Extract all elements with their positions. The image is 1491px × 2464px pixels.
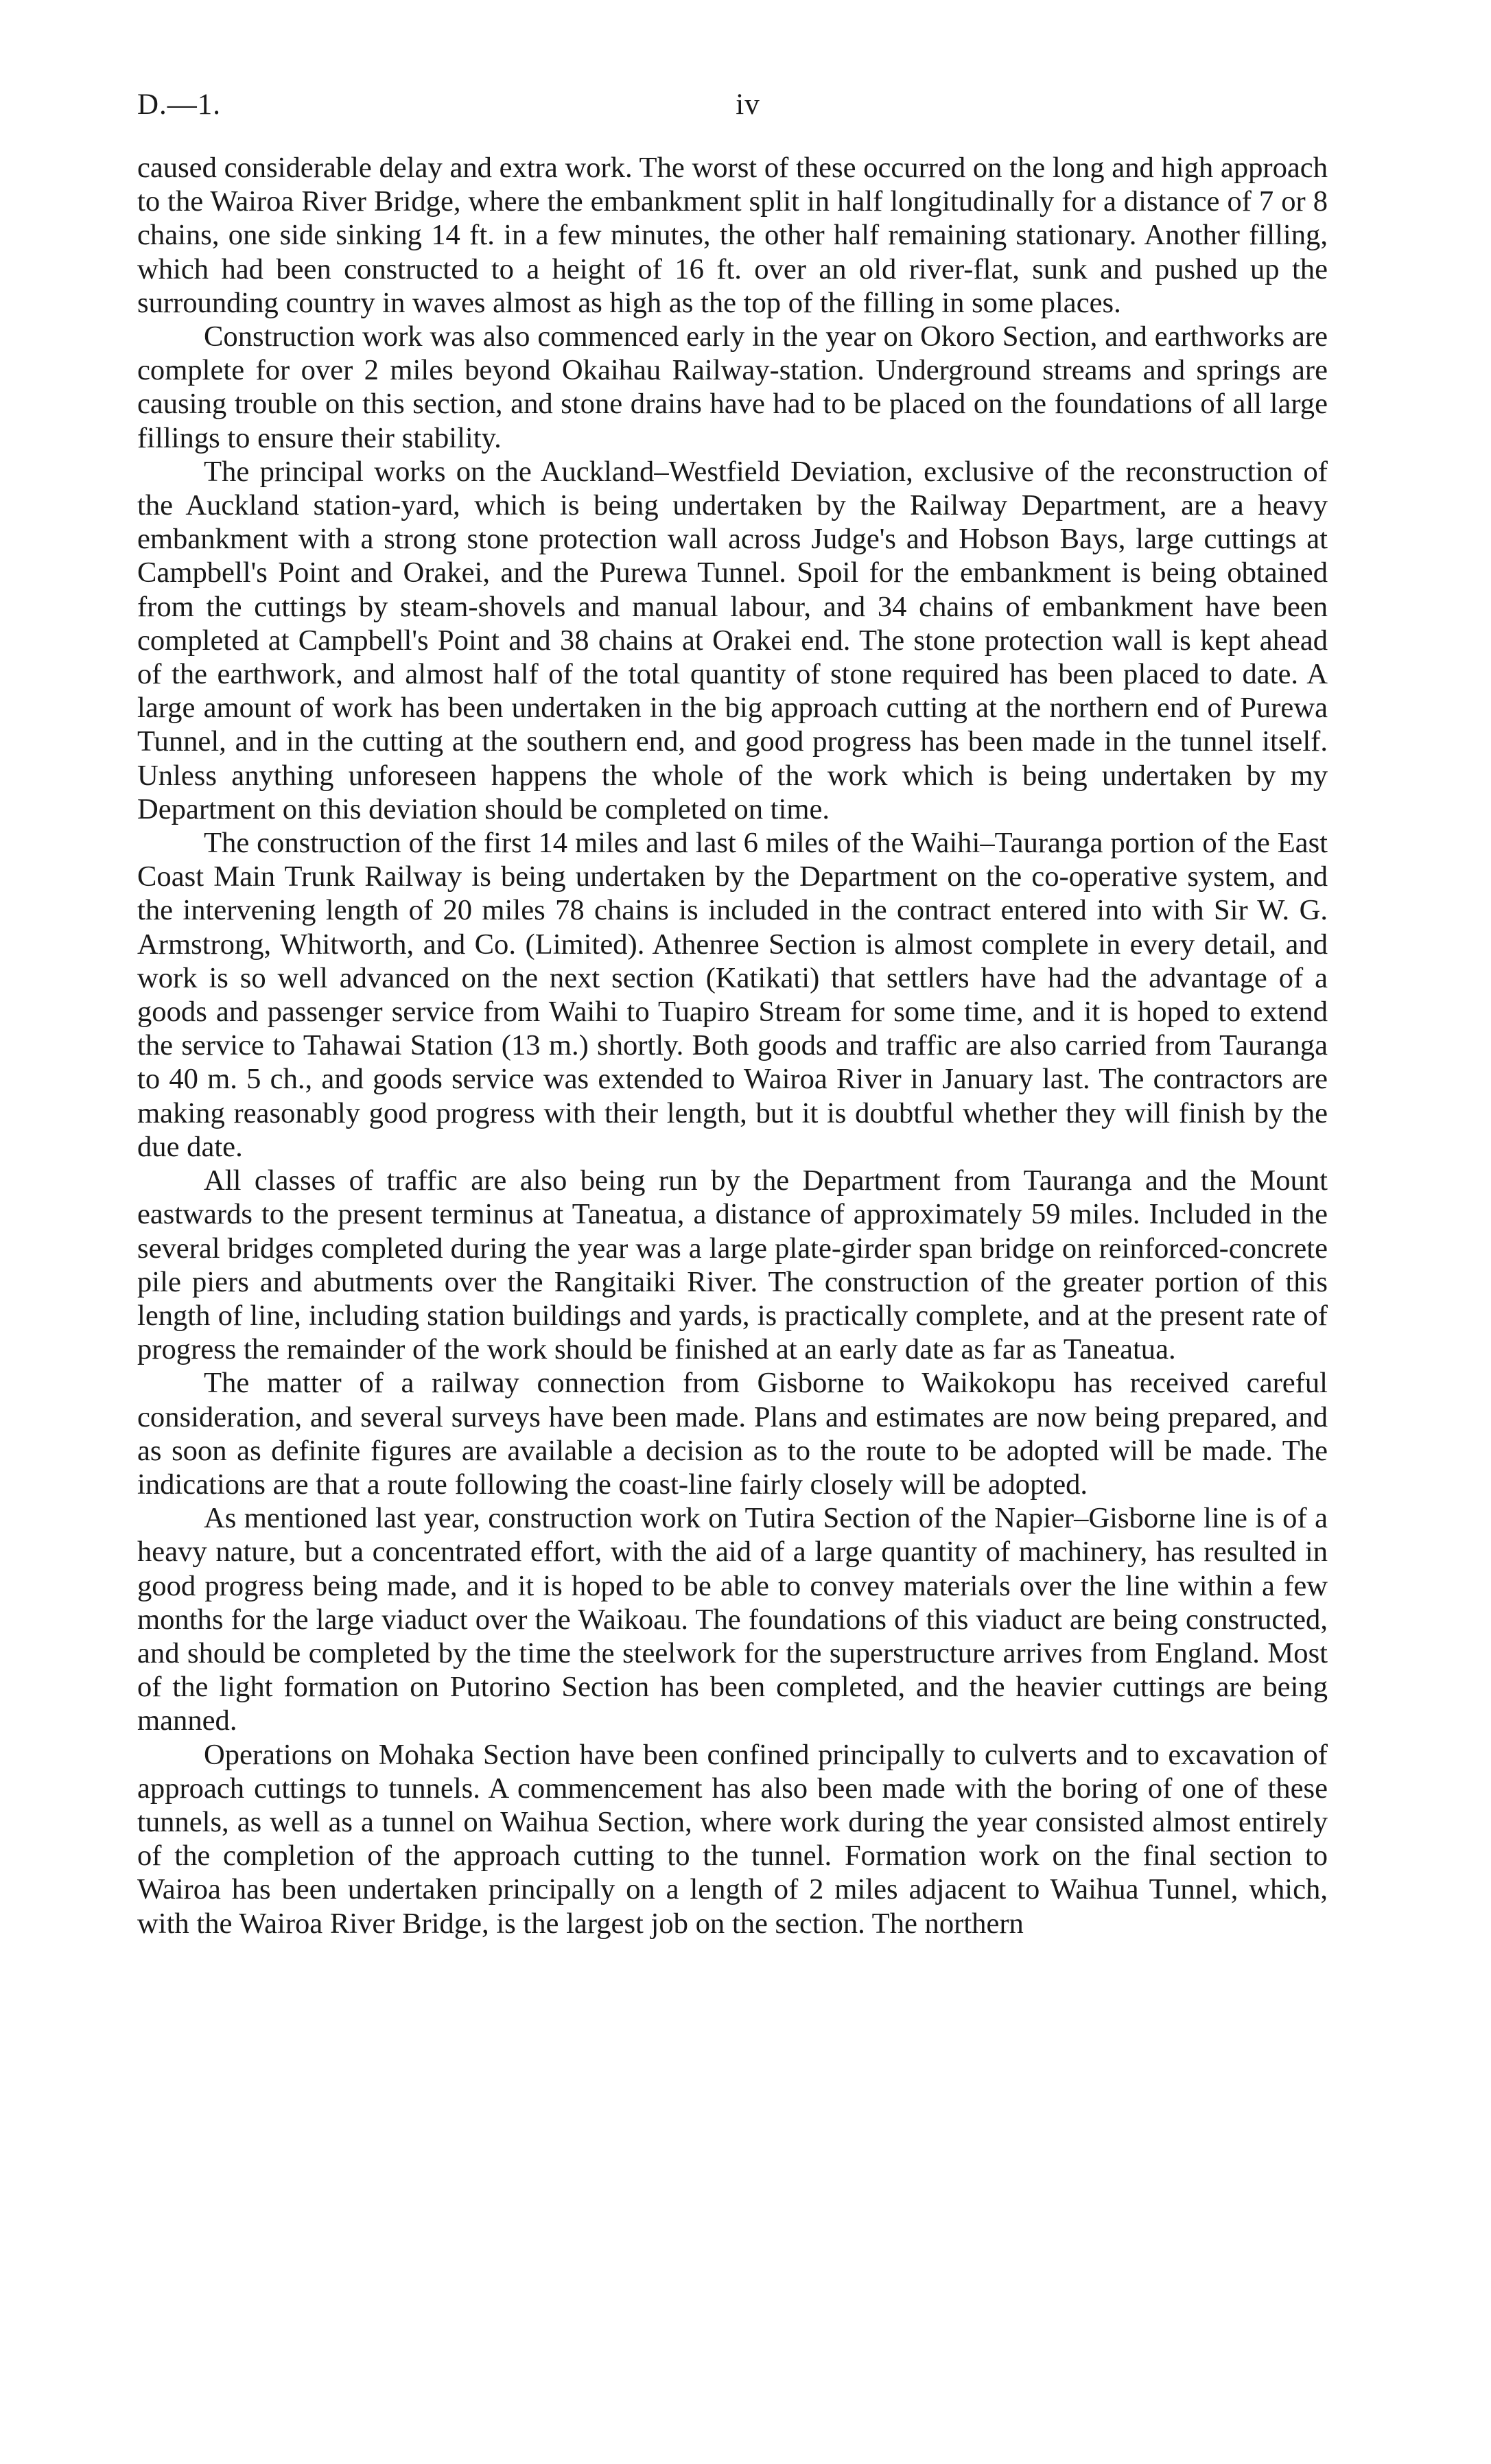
paragraph-tutira-section: As mentioned last year, construction work on Tutira Section of the Napier–Gisborne line is of a heavy nature, but a concentrated effort, with the aid of a large quantity of machinery, has resulted in good progress being made, and it is hoped to be able to convey materials over the line within a few months for the large viaduct over the Waikoau. The foundations of this viaduct are being constructed, and should be completed by the time the steelwork for the superstructure arrives from England. Most of the light formation on Putorino Section has been completed, and the heavier cuttings are being manned. bbox=[137, 1502, 1328, 1737]
paragraph-mohaka-section: Operations on Mohaka Section have been confined principally to culverts and to excavation of approach cuttings to tunnels. A commencement has also been made with the boring of one of these tunnels, as well as a tunnel on Waihua Section, where work during the year consisted almost entirely of the completion of the approach cutting to the tunnel. Formation work on the final section to Wairoa has been undertaken principally on a length of 2 miles adjacent to Waihua Tunnel, which, with the Wairoa River Bridge, is the largest job on the section. The northern bbox=[137, 1738, 1328, 1940]
paragraph-gisborne-waikokopu: The matter of a railway connection from Gisborne to Waikokopu has received careful consideration, and several surveys have been made. Plans and estimates are now being prepared, and as soon as definite figures are available a decision as to the route to be adopted will be made. The indications are that a route following the coast-line fairly closely will be adopted. bbox=[137, 1367, 1328, 1501]
paragraph-tauranga-taneatua: All classes of traffic are also being run by the Department from Tauranga and the Mount eastwards to the present terminus at Taneatua, a distance of approximately 59 miles. Included in the several bridges completed during the year was a large plate-girder span bridge on reinforced-concrete pile piers and abutments over the Rangitaiki River. The construction of the greater portion of this length of line, including station buildings and yards, is practically complete, and at the present rate of progress the remainder of the work should be finished at an early date as far as Taneatua. bbox=[137, 1164, 1328, 1366]
page-header bbox=[137, 88, 1324, 129]
paragraph-continued-wairoa-bridge: caused considerable delay and extra work. The worst of these occurred on the long and high approach to the Wairoa River Bridge, where the embankment split in half longitudinally for a distance of 7 or 8 chains, one side sinking 14 ft. in a few minutes, the other half remaining stationary. Another filling, which had been constructed to a height of 16 ft. over an old river-flat, sunk and pushed up the surrounding country in waves almost as high as the top of the filling in some places. bbox=[137, 152, 1328, 319]
paragraph-auckland-westfield-deviation: The principal works on the Auckland–Westfield Deviation, exclusive of the reconstruction of the Auckland station-yard, which is being undertaken by the Railway Department, are a heavy embankment with a strong stone protection wall across Judge's and Hobson Bays, large cuttings at Campbell's Point and Orakei, and the Purewa Tunnel. Spoil for the embankment is being obtained from the cuttings by steam-shovels and manual labour, and 34 chains of embankment have been completed at Campbell's Point and 38 chains at Orakei end. The stone protection wall is kept ahead of the earthwork, and almost half of the total quantity of stone required has been placed to date. A large amount of work has been undertaken in the big approach cutting at the northern end of Purewa Tunnel, and in the cutting at the southern end, and good progress has been made in the tunnel itself. Unless anything unforeseen happens the whole of the work which is being undertaken by my Department on this deviation should be completed on time. bbox=[137, 455, 1328, 825]
paragraph-waihi-tauranga: The construction of the first 14 miles and last 6 miles of the Waihi–Tauranga portion of the East Coast Main Trunk Railway is being undertaken by the Department on the co-operative system, and the intervening length of 20 miles 78 chains is included in the contract entered into with Sir W. G. Armstrong, Whitworth, and Co. (Limited). Athenree Section is almost complete in every detail, and work is so well advanced on the next section (Katikati) that settlers have had the advantage of a goods and passenger service from Waihi to Tuapiro Stream for some time, and it is hoped to extend the service to Tahawai Station (13 m.) shortly. Both goods and traffic are also carried from Tauranga to 40 m. 5 ch., and goods service was extended to Wairoa River in January last. The contractors are making reasonably good progress with their length, but it is doubtful whether they will finish by the due date. bbox=[137, 827, 1328, 1163]
body-text bbox=[137, 151, 1328, 1940]
page-number: iv bbox=[736, 89, 760, 121]
document-reference: D.—1. bbox=[137, 89, 222, 121]
paragraph-okoro-section: Construction work was also commenced early in the year on Okoro Section, and earthworks are complete for over 2 miles beyond Okaihau Railway-station. Underground streams and springs are causing trouble on this section, and stone drains have had to be placed on the foundations of all large fillings to ensure their stability. bbox=[137, 320, 1328, 454]
